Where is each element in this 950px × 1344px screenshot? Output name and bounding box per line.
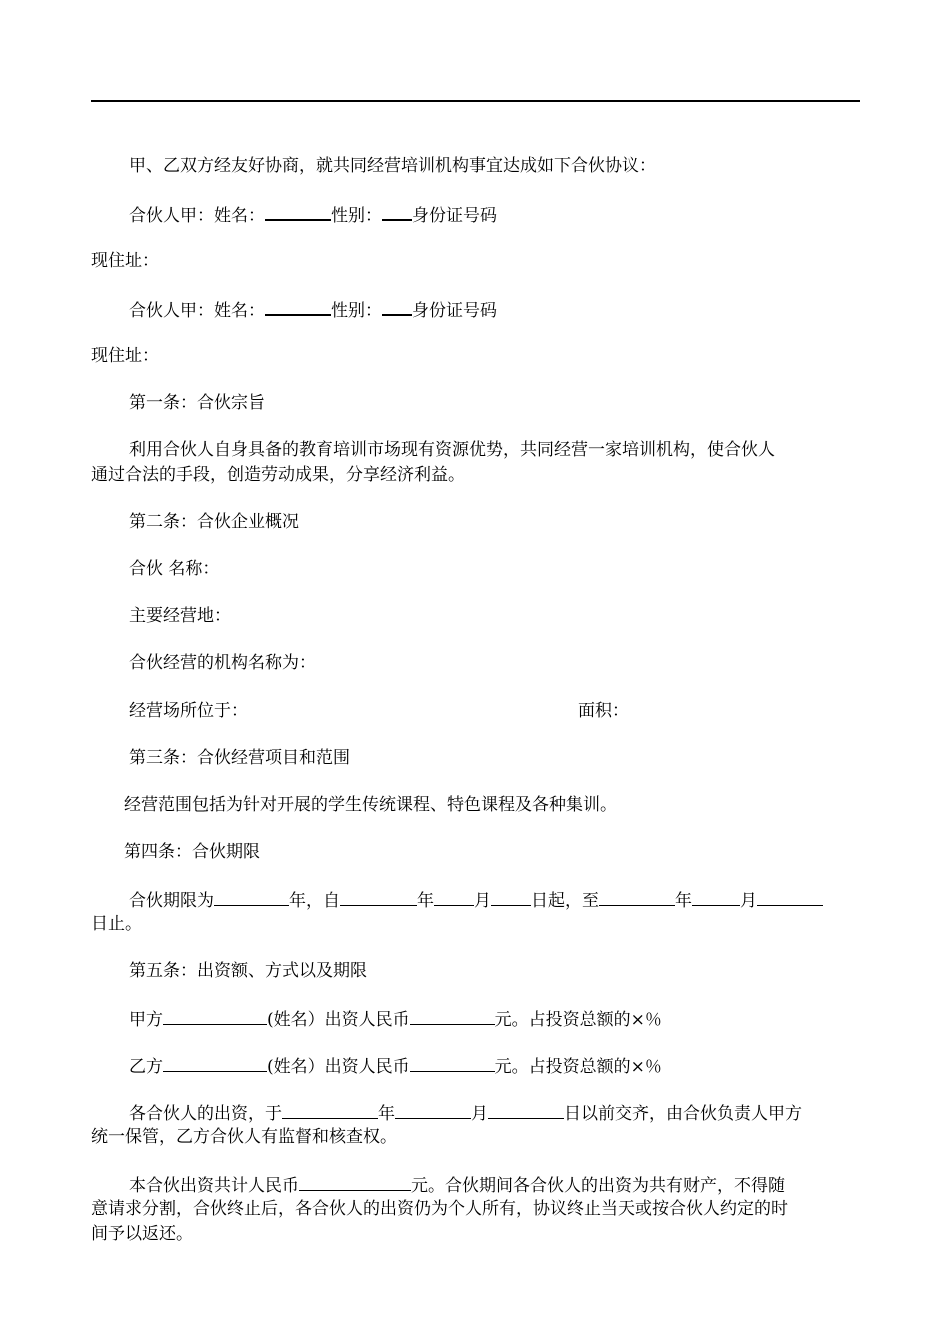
article1-title: 第一条：合伙宗旨 (129, 393, 265, 413)
article5-deadline-line1 (129, 1100, 802, 1126)
partner2-name-label: 合伙人甲：姓名： (129, 301, 265, 321)
deadline-year-blank (282, 1100, 378, 1119)
deadline-day-blank (488, 1100, 564, 1119)
party-a-amount-blank (410, 1006, 495, 1025)
article5-total-line3: 间予以返还。 (91, 1224, 193, 1244)
article4-end-month-label: 月 (740, 891, 757, 911)
article1-body-line2: 通过合法的手段，创造劳动成果，分享经济利益。 (91, 465, 465, 485)
article2-org: 合伙经营的机构名称为： (129, 653, 316, 673)
article2-area: 面积： (578, 701, 629, 721)
article2-site: 经营场所位于： (129, 701, 248, 721)
partner1-gender-label: 性别： (331, 206, 382, 226)
party-b-share-label: 元。占投资总额的×％ (494, 1057, 662, 1077)
partner2-id-label: 身份证号码 (412, 301, 497, 321)
article4-end-year-label: 年 (675, 891, 692, 911)
article4-start-year-label: 年 (417, 891, 434, 911)
article2-place: 主要经营地： (129, 606, 231, 626)
deadline-year-label: 年 (378, 1104, 395, 1124)
article4-end-day-blank (757, 887, 823, 906)
address1-text: 现住址： (91, 251, 159, 271)
article5-title: 第五条：出资额、方式以及期限 (129, 961, 367, 981)
article4-end-year-blank (599, 887, 675, 906)
partner2-gender-blank (382, 296, 412, 316)
header-rule (91, 100, 860, 102)
deadline-month-label: 月 (471, 1104, 488, 1124)
partner1-gender-blank (382, 201, 412, 221)
party-b-name-blank (163, 1053, 267, 1072)
address2-text: 现住址： (91, 346, 159, 366)
party-a-name-blank (163, 1006, 267, 1025)
article2-title: 第二条：合伙企业概况 (129, 512, 299, 532)
deadline-tail-label: 日以前交齐，由合伙负责人甲方 (564, 1104, 802, 1124)
article5-total-line1 (129, 1172, 785, 1198)
partner1-id-label: 身份证号码 (412, 206, 497, 226)
article5-party-b (129, 1053, 662, 1079)
partner1-name-blank (265, 201, 331, 221)
article4-start-year-blank (340, 887, 417, 906)
article4-start-month-blank (434, 887, 474, 906)
article5-party-a (129, 1006, 662, 1032)
party-a-capital-label: (姓名）出资人民币 (267, 1010, 410, 1030)
article1-body-line1: 利用合伙人自身具备的教育培训市场现有资源优势，共同经营一家培训机构，使合伙人 (129, 440, 775, 460)
total-amount-blank (299, 1172, 411, 1191)
article4-years-blank (214, 887, 289, 906)
article3-body: 经营范围包括为针对开展的学生传统课程、特色课程及各种集训。 (124, 795, 617, 815)
total-label: 本合伙出资共计人民币 (129, 1176, 299, 1196)
partner2-name-blank (265, 296, 331, 316)
article4-end-month-blank (692, 887, 740, 906)
total-tail-label: 元。合伙期间各合伙人的出资为共有财产，不得随 (411, 1176, 785, 1196)
partner1-line (129, 201, 497, 228)
partner2-line (129, 296, 497, 323)
article4-term-label: 合伙期限为 (129, 891, 214, 911)
party-a-label: 甲方 (129, 1010, 163, 1030)
article4-body-line2: 日止。 (91, 914, 142, 934)
article4-start-day-blank (491, 887, 531, 906)
party-b-capital-label: (姓名）出资人民币 (267, 1057, 410, 1077)
article5-total-line2: 意请求分割，合伙终止后，各合伙人的出资仍为个人所有，协议终止当天或按合伙人约定的时 (91, 1199, 788, 1219)
article2-name: 合伙 名称： (129, 559, 220, 579)
partner1-name-label: 合伙人甲：姓名： (129, 206, 265, 226)
article4-from-label: 年，自 (289, 891, 340, 911)
article4-title: 第四条：合伙期限 (124, 842, 260, 862)
article4-body-line1 (129, 887, 823, 913)
intro-text: 甲、乙双方经友好协商，就共同经营培训机构事宜达成如下合伙协议： (129, 156, 656, 176)
partner2-gender-label: 性别： (331, 301, 382, 321)
party-b-label: 乙方 (129, 1057, 163, 1077)
article3-title: 第三条：合伙经营项目和范围 (129, 748, 350, 768)
deadline-month-blank (395, 1100, 471, 1119)
party-b-amount-blank (410, 1053, 495, 1072)
deadline-label: 各合伙人的出资，于 (129, 1104, 282, 1124)
article4-to-label: 日起，至 (531, 891, 599, 911)
article5-deadline-line2: 统一保管，乙方合伙人有监督和核查权。 (91, 1127, 397, 1147)
party-a-share-label: 元。占投资总额的×％ (494, 1010, 662, 1030)
article4-start-month-label: 月 (474, 891, 491, 911)
